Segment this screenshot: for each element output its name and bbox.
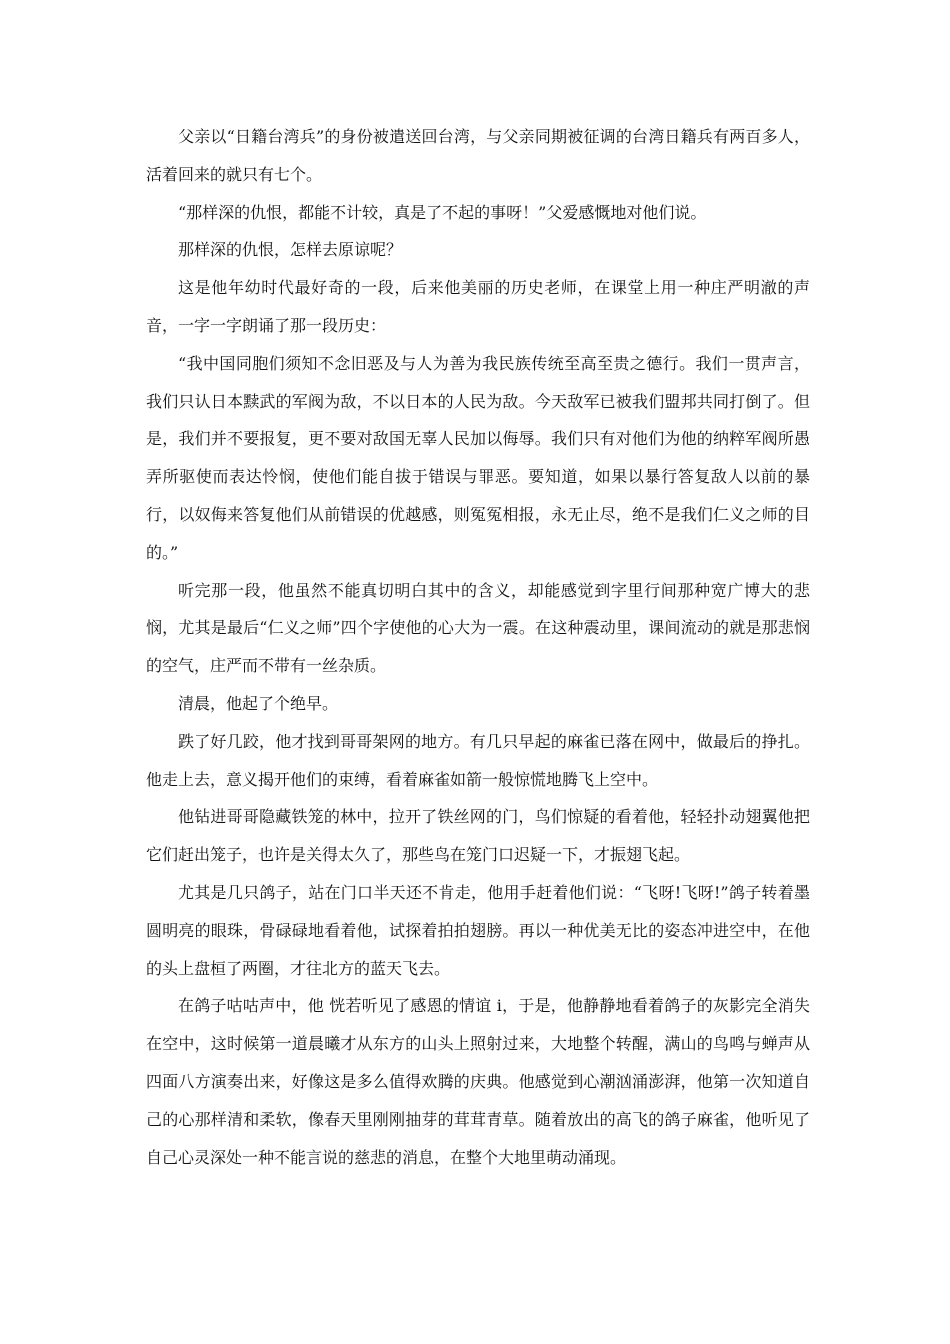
document-body (146, 118, 810, 1176)
paragraph-2: “那样深的仇恨，都能不计较，真是了不起的事呀！”父爱感慨地对他们说。 (178, 202, 707, 222)
paragraph-4: 这是他年幼时代最好奇的一段，后来他美丽的历史老师，在课堂上用一种庄严明澈的声音，一字一字朗诵了那一段历史： (146, 278, 810, 335)
paragraph-7: 清晨，他起了个绝早。 (178, 693, 339, 713)
paragraph-3: 那样深的仇恨，怎样去原谅呢？ (178, 240, 403, 260)
paragraph-11: 在鸽子咕咕声中，他 恍若听见了感恩的情谊 i，于是，他静静地看着鸽子的灰影完全消失在空中，这时候第一道晨曦才从东方的山头上照射过来，大地整个转醒，满山的鸟鸣与蝉声从四面八方演奏出来，好像这是多么值得欢腾的庆典。他感觉到心潮汹涌澎湃，他第一次知道自己的心那样清和柔软，像春天里刚刚抽芽的茸茸青草。随着放出的高飞的鸽子麻雀，他听见了自己心灵深处一种不能言说的慈悲的消息，在整个大地里萌动涌现。 (146, 996, 810, 1167)
paragraph-8: 跌了好几跤，他才找到哥哥架网的地方。有几只早起的麻雀已落在网中，做最后的挣扎。他走上去，意义揭开他们的束缚，看着麻雀如箭一般惊慌地腾飞上空中。 (146, 731, 810, 789)
paragraph-1: 父亲以“日籍台湾兵”的身份被遣送回台湾，与父亲同期被征调的台湾日籍兵有两百多人，活着回来的就只有七个。 (146, 127, 810, 184)
paragraph-9: 他钻进哥哥隐藏铁笼的林中，拉开了铁丝网的门，鸟们惊疑的看着他，轻轻扑动翅翼他把它们赶出笼子，也许是关得太久了，那些鸟在笼门口迟疑一下，才振翅飞起。 (146, 807, 810, 865)
paragraph-5: “我中国同胞们须知不念旧恶及与人为善为我民族传统至高至贵之德行。我们一贯声言，我们只认日本黩武的军阀为敌，不以日本的人民为敌。今天敌军已被我们盟邦共同打倒了。但是，我们并不要报复，更不要对敌国无辜人民加以侮辱。我们只有对他们为他的纳粹军阀所愚弄所驱使而表达怜悯，使他们能自拔于错误与罪恶。要知道，如果以暴行答复敌人以前的暴行，以奴侮来答复他们从前错误的优越感，则冤冤相报，永无止尽，绝不是我们仁义之师的目的。” (146, 353, 810, 562)
paragraph-10: 尤其是几只鸽子，站在门口半天还不肯走，他用手赶着他们说：“飞呀!飞呀!”鸽子转着墨圆明亮的眼珠，骨碌碌地看着他，试探着拍拍翅膀。再以一种优美无比的姿态冲进空中，在他的头上盘桓了两圈，才往北方的蓝天飞去。 (146, 882, 810, 978)
paragraph-6: 听完那一段，他虽然不能真切明白其中的含义，却能感觉到字里行间那种宽广博大的悲悯，尤其是最后“仁义之师”四个字使他的心大为一震。在这种震动里，课间流动的就是那悲悯的空气，庄严而不带有一丝杂质。 (146, 580, 810, 676)
